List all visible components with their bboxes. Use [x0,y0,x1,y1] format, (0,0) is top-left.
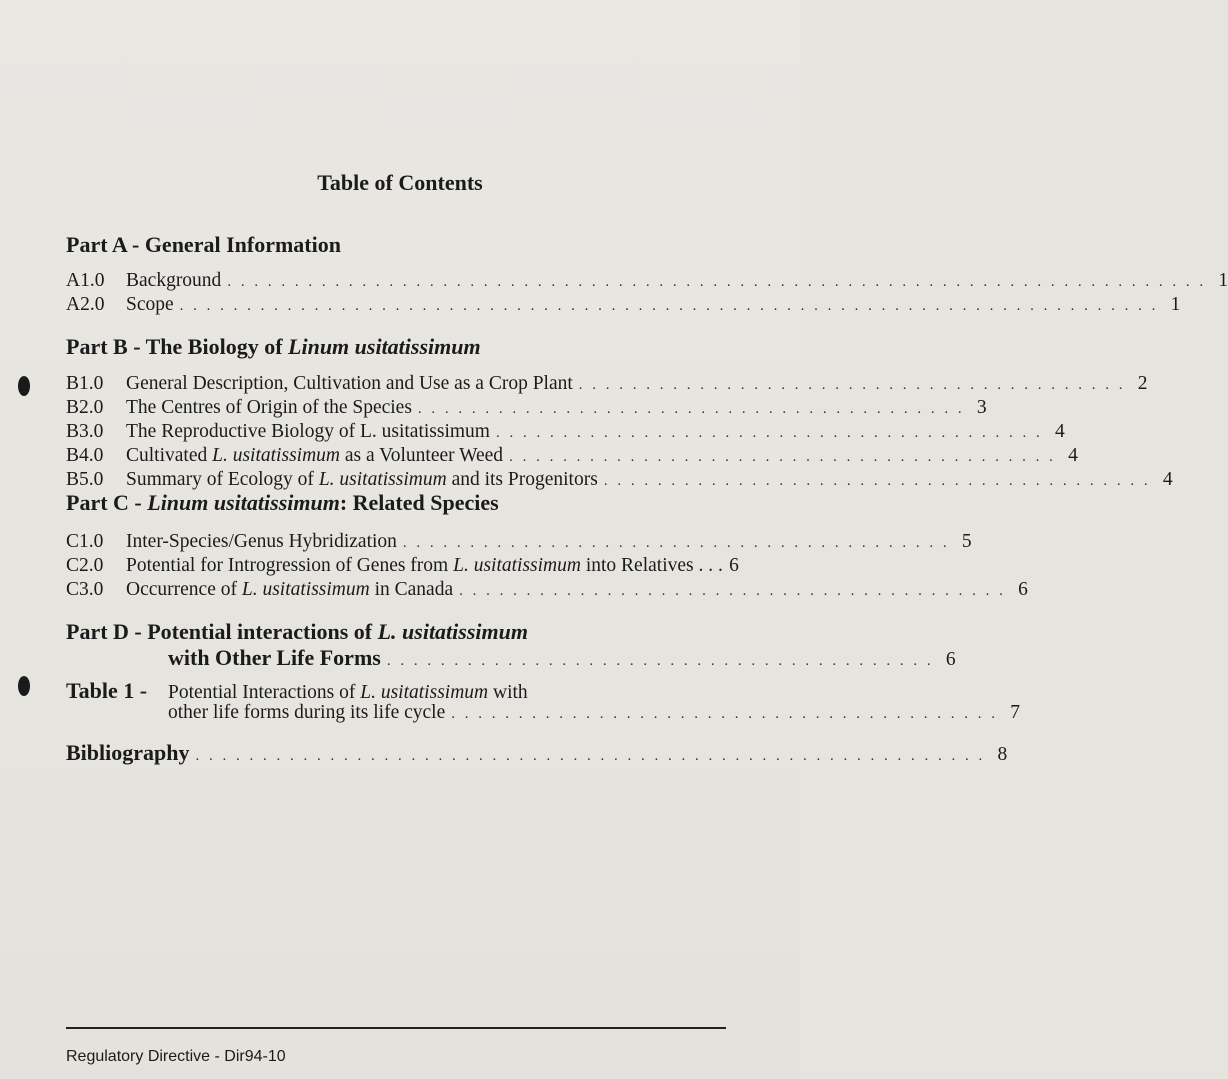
title-species: L. usitatissimum [318,469,447,490]
heading-text: with [488,682,528,703]
page-title: Table of Contents [317,170,483,195]
page-number: 5 [961,531,972,552]
toc-entry [66,294,1181,316]
entry-number: C1.0 [66,531,104,552]
title-species: L. usitatissimum [212,445,340,466]
toc-entry [66,421,1065,443]
part-c-heading [66,490,499,516]
entry-number: A2.0 [66,294,105,315]
page-number: 2 [1137,373,1148,394]
entry-number: A1.0 [66,270,105,291]
title-part: Summary of Ecology of [126,469,319,490]
toc-entry [66,397,987,419]
entry-title: The Centres of Origin of the Species [126,397,412,418]
title-part: Potential for Introgression of Genes from [126,555,454,576]
entry-title [114,445,503,467]
entry-title: Background [126,270,222,291]
leader-dots: . . . . . . . . . . . . . . . . . . . . . . . . . . . . . . . . . . . . . . . . . [459,583,1006,599]
leader-dots: . . . . . . . . . . . . . . . . . . . . . . . . . . . . . . . . . . . . . . . . . . . . . . . . . . . . . . . . . . . [195,748,986,764]
footer-text: Regulatory Directive - Dir94-10 [66,1048,286,1065]
entry-number: B4.0 [66,445,104,466]
entry-title [114,579,453,601]
page-number: 6 [729,555,739,576]
leader-dots: . . . . . . . . . . . . . . . . . . . . . . . . . . . . . . . . . . . . . . . . . [451,706,998,722]
entry-title: The Reproductive Biology of L. usitatissimum [126,421,490,442]
title-part: and its Progenitors [446,469,598,490]
page-number: 4 [1068,445,1078,466]
entry-title: Inter-Species/Genus Hybridization [126,531,397,552]
leader-dots: . . . . . . . . . . . . . . . . . . . . . . . . . . . . . . . . . . . . . . . . . [386,653,934,669]
leader-dots: . . . . . . . . . . . . . . . . . . . . . . . . . . . . . . . . . . . . . . . . . [402,535,950,551]
entry-title [114,555,723,577]
heading-species: L. usitatissimum [360,682,489,703]
toc-entry [66,445,1078,467]
title-part: in Canada [369,579,454,600]
entry-number: B1.0 [66,373,104,394]
page-number: 4 [1162,469,1173,490]
page-number: 4 [1054,421,1065,442]
toc-entry [66,702,1020,724]
entry-number: B3.0 [66,421,104,442]
title-part: Occurrence of [126,579,242,600]
leader-dots: . . . . . . . . . . . . . . . . . . . . . . . . . . . . . . . . . . . . . . . . . [603,473,1151,489]
leader-dots: . . . . . . . . . . . . . . . . . . . . . . . . . . . . . . . . . . . . . . . . . [495,425,1043,441]
page-number: 6 [945,649,956,670]
leader-dots: . . . . . . . . . . . . . . . . . . . . . . . . . . . . . . . . . . . . . . . . . [417,401,965,417]
title-species: L. usitatissimum [241,579,370,600]
heading-text: Part C - [66,490,148,515]
title-part: into Relatives . . . [580,555,723,576]
part-b-heading [66,334,481,360]
heading-text: : Related Species [339,490,499,515]
toc-entry [66,645,956,671]
binder-hole [18,676,30,696]
entry-title: General Description, Cultivation and Use as a Crop Plant [126,373,573,394]
toc-entry [66,469,1173,491]
entry-number: B2.0 [66,397,104,418]
entry-title: Scope [126,294,174,315]
page-number: 7 [1010,702,1020,723]
leader-dots: . . . . . . . . . . . . . . . . . . . . . . . . . . . . . . . . . . . . . . . . . . . . . . . . . . . . . . . . . . . . . . . . . . . . . . . . . [227,274,1207,290]
leader-dots: . . . . . . . . . . . . . . . . . . . . . . . . . . . . . . . . . . . . . . . . . [578,377,1126,393]
leader-dots: . . . . . . . . . . . . . . . . . . . . . . . . . . . . . . . . . . . . . . . . . . . . . . . . . . . . . . . . . . . . . . . . . . . . . . . . . [179,298,1159,314]
toc-entry [66,270,1228,292]
toc-entry [66,373,1148,395]
leader-dots: . . . . . . . . . . . . . . . . . . . . . . . . . . . . . . . . . . . . . . . . . [509,449,1056,465]
entry-number: B5.0 [66,469,104,490]
table-1-heading [66,678,528,704]
heading-text: Potential Interactions of [168,682,361,703]
part-d-heading [66,619,528,645]
page-number: 1 [1170,294,1181,315]
page-number: 3 [976,397,987,418]
heading-text: Part B - The Biology of [66,334,289,359]
entry-title: other life forms during its life cycle [168,702,446,723]
entry-title [114,469,598,491]
binder-hole [18,376,30,396]
entry-number: C3.0 [66,579,104,600]
title-species: L. usitatissimum [453,555,581,576]
entry-title: Bibliography [66,740,190,765]
toc-entry [66,579,1028,601]
page-number: 8 [997,744,1008,765]
heading-species: Linum usitatissimum [288,334,481,359]
heading-species: Linum usitatissimum [147,490,340,515]
toc-entry [66,531,972,553]
part-a-heading: Part A - General Information [66,232,341,257]
entry-title: with Other Life Forms [168,645,381,670]
toc-entry [66,740,1008,766]
heading-text: Part D - Potential interactions of [66,619,378,644]
toc-entry [66,555,739,577]
title-part: as a Volunteer Weed [340,445,504,466]
entry-number: C2.0 [66,555,104,576]
page-number: 6 [1018,579,1028,600]
heading-species: L. usitatissimum [377,619,528,644]
title-part: Cultivated [126,445,213,466]
footer-rule [66,1027,726,1029]
page-number: 1 [1218,270,1228,291]
table-label: Table 1 - [66,678,148,703]
